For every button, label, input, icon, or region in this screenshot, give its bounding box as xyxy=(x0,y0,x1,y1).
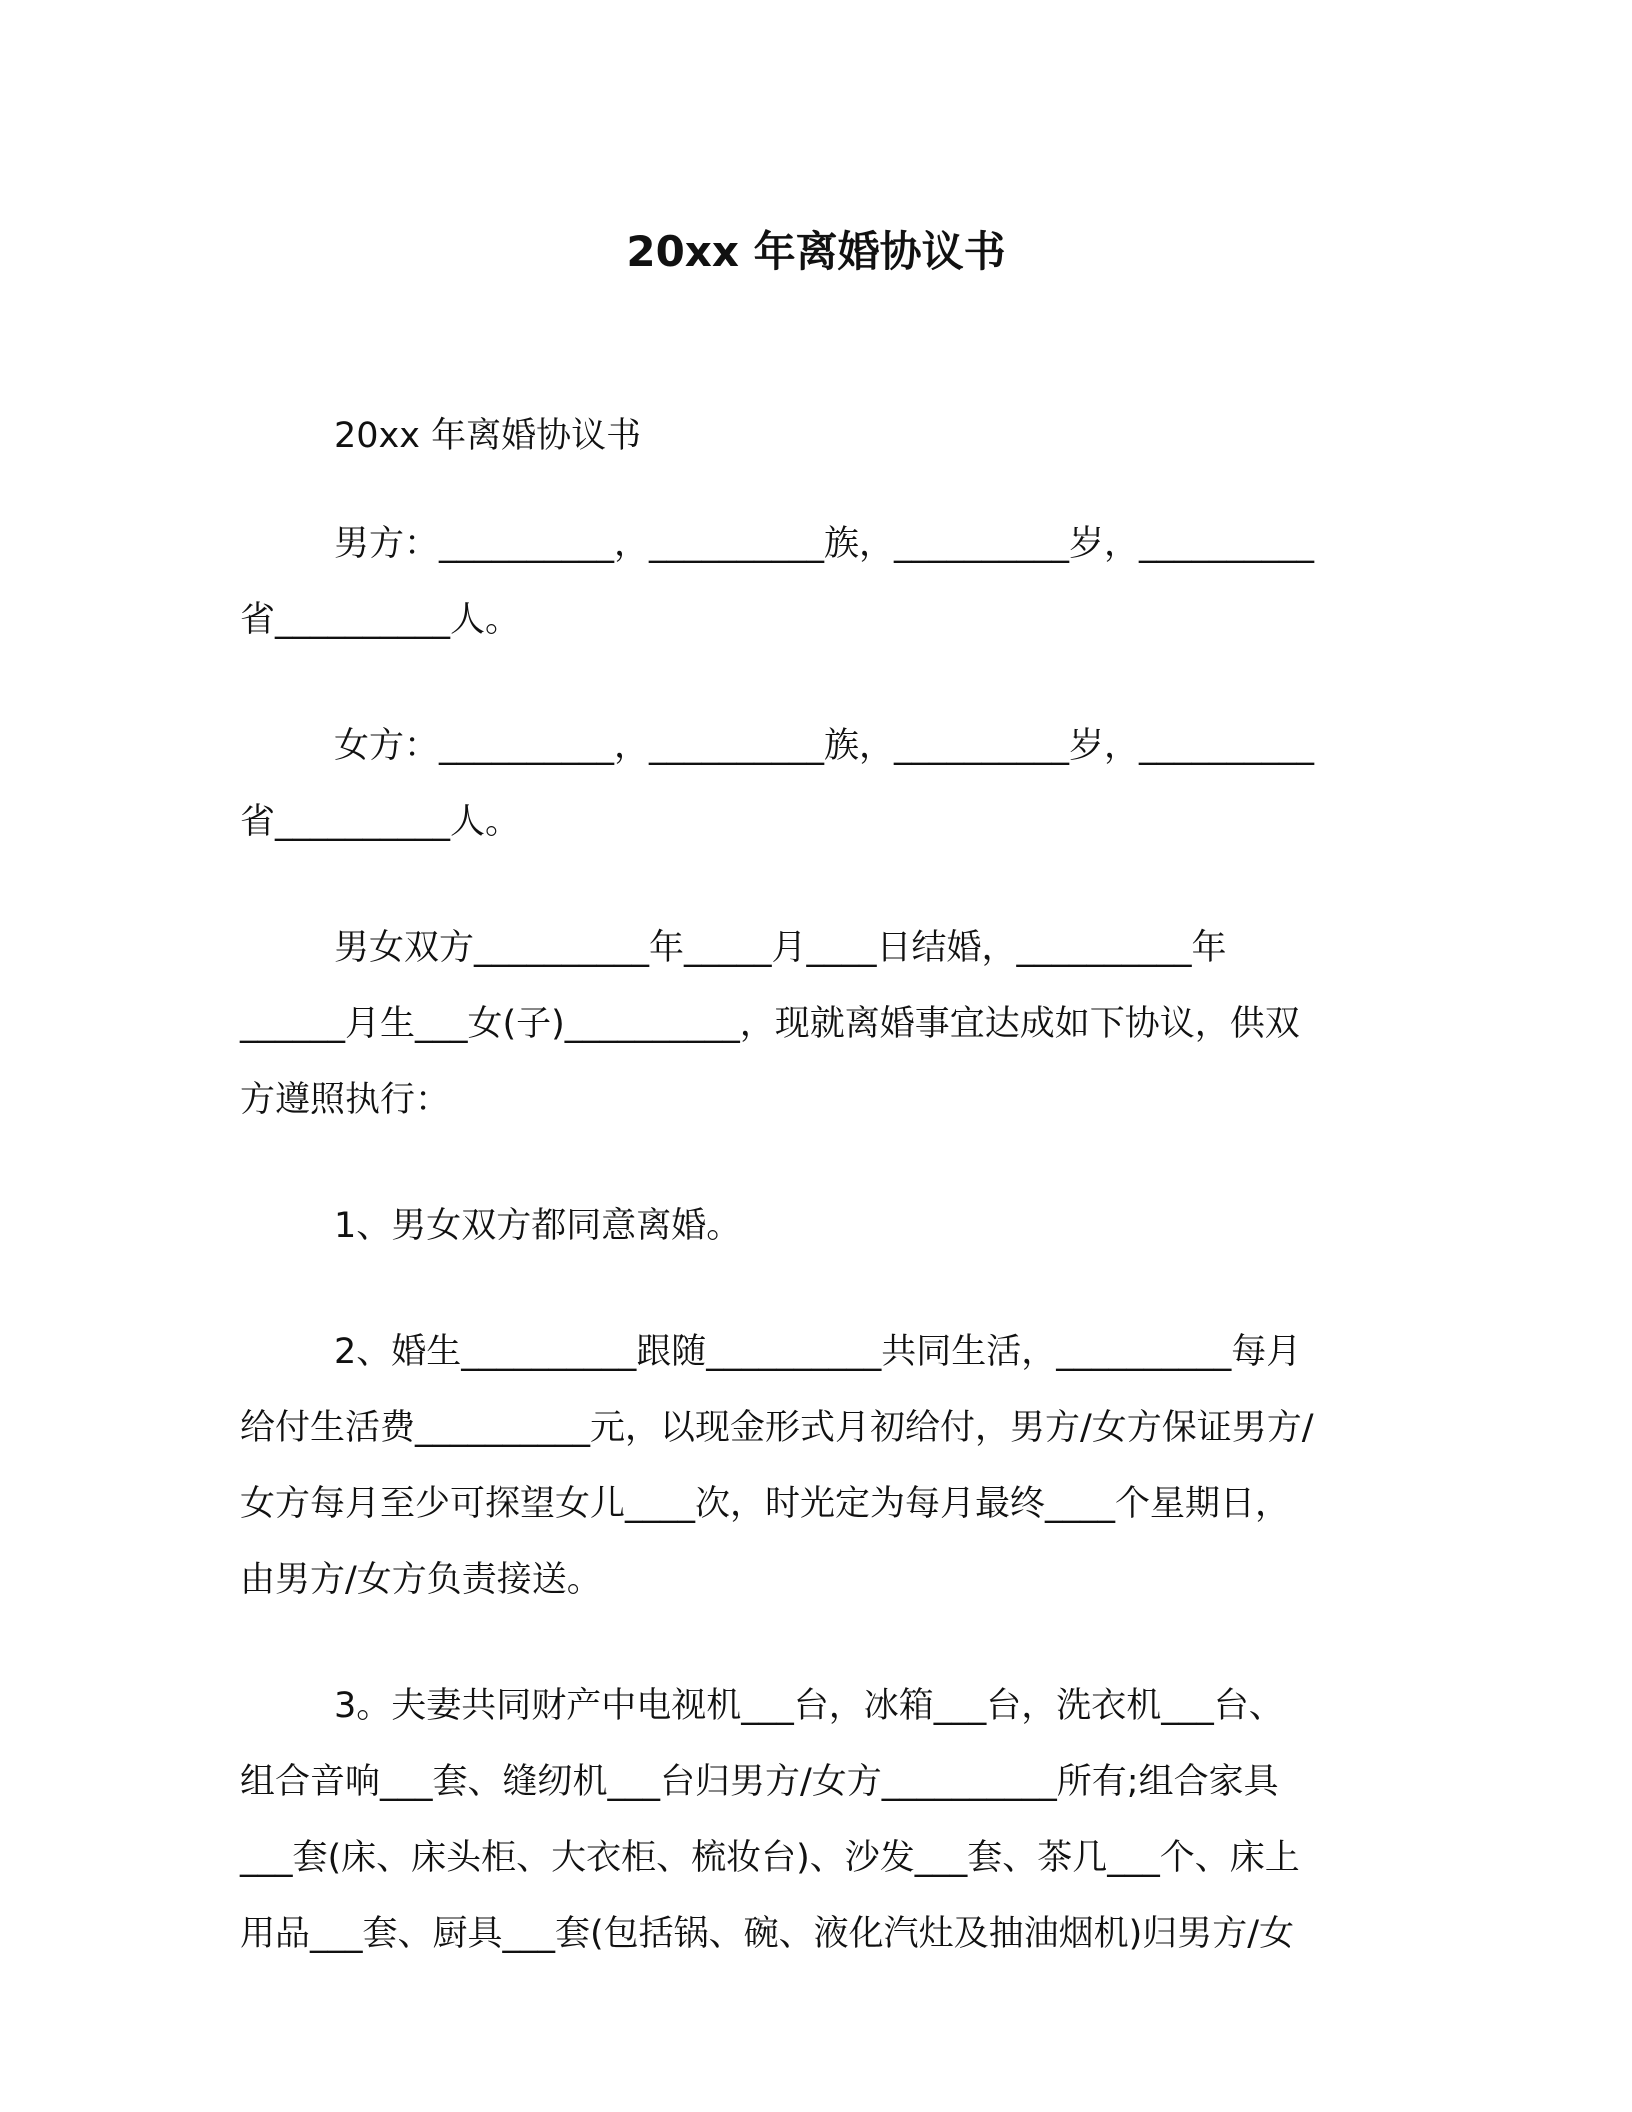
text-line: 给付生活费__________元，以现金形式月初给付，男方/女方保证男方/ xyxy=(240,1408,1314,1448)
text-line: 组合音响___套、缝纫机___台归男方/女方__________所有;组合家具 xyxy=(240,1762,1279,1802)
text-line: 方遵照执行： xyxy=(240,1080,451,1120)
document-title: 20xx 年离婚协议书 xyxy=(626,227,1006,276)
text-line: 省__________人。 xyxy=(240,802,521,842)
text-line: ___套(床、床头柜、大衣柜、梳妆台)、沙发___套、茶几___个、床上 xyxy=(240,1838,1300,1878)
text-line: 2、婚生__________跟随__________共同生活，__________每月 xyxy=(334,1332,1302,1372)
text-line: 用品___套、厨具___套(包括锅、碗、液化汽灶及抽油烟机)归男方/女 xyxy=(240,1914,1295,1954)
text-line: 女方每月至少可探望女儿____次，时光定为每月最终____个星期日， xyxy=(240,1484,1291,1524)
text-line: 20xx 年离婚协议书 xyxy=(334,416,642,456)
paragraph-marriage-info xyxy=(240,910,1390,1138)
text-line: 女方：__________，__________族，__________岁，__________ xyxy=(334,726,1315,766)
paragraph-clause-3 xyxy=(240,1668,1390,1972)
paragraph-subtitle xyxy=(240,398,1390,474)
paragraph-clause-1 xyxy=(240,1188,1390,1264)
paragraph-female-party xyxy=(240,708,1390,860)
paragraph-male-party xyxy=(240,506,1390,658)
text-line: 男方：__________，__________族，__________岁，__________ xyxy=(334,524,1315,564)
text-line: 1、男女双方都同意离婚。 xyxy=(334,1206,742,1246)
document-body xyxy=(240,398,1390,2022)
text-line: 由男方/女方负责接送。 xyxy=(240,1560,602,1600)
text-line: 男女双方__________年_____月____日结婚，__________年 xyxy=(334,928,1227,968)
text-line: 省__________人。 xyxy=(240,600,521,640)
text-line: ______月生___女(子)__________，现就离婚事宜达成如下协议，供双 xyxy=(240,1004,1300,1044)
paragraph-clause-2 xyxy=(240,1314,1390,1618)
text-line: 3。夫妻共同财产中电视机___台，冰箱___台，洗衣机___台、 xyxy=(334,1686,1284,1726)
